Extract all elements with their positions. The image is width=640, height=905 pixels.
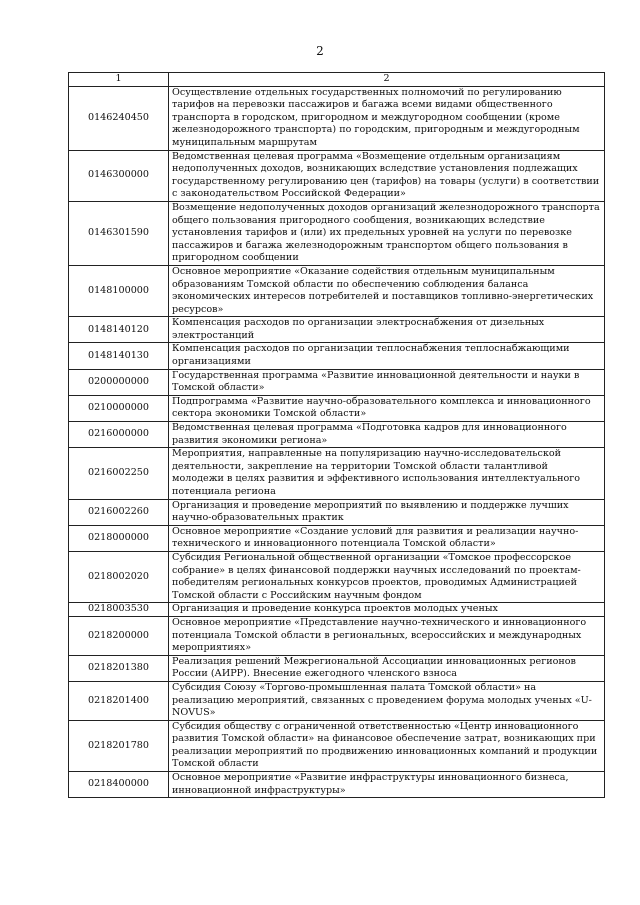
table-row: [69, 655, 605, 681]
table-row: [69, 317, 605, 343]
budget-codes-table: [68, 72, 605, 798]
row-description: Организация и проведение мероприятий по выявлению и поддержке лучших научно-образовательных практик: [169, 499, 605, 525]
row-code: 0218002020: [69, 551, 169, 602]
row-code: 0216000000: [69, 422, 169, 448]
table-row: [69, 448, 605, 499]
row-description: Основное мероприятие «Развитие инфраструктуры инновационного бизнеса, инновационной инфраструктуры»: [169, 772, 605, 798]
row-description: Мероприятия, направленные на популяризацию научно-исследовательской деятельности, закрепление на территории Томской области талантливой молодежи в целях развития и эффективного использования интеллектуального потенциала региона: [169, 448, 605, 499]
row-description: Субсидия Региональной общественной организации «Томское профессорское собрание» в целях финансовой поддержки научных исследований по проектам-победителям региональных конкурсов проектов, проводимых Администрацией Томской области с Российским научным фондом: [169, 551, 605, 602]
table-row: [69, 201, 605, 265]
row-code: 0218003530: [69, 603, 169, 617]
row-description: Реализация решений Межрегиональной Ассоциации инновационных регионов России (АИРР). Внесение ежегодного членского взноса: [169, 655, 605, 681]
row-description: Государственная программа «Развитие инновационной деятельности и науки в Томской области»: [169, 369, 605, 395]
table-row: [69, 422, 605, 448]
page-number: 2: [316, 44, 324, 58]
row-code: 0218201780: [69, 720, 169, 771]
table-row: [69, 681, 605, 720]
row-description: Основное мероприятие «Оказание содействия отдельным муниципальным образованиям Томской области по обеспечению соблюдения баланса экономических интересов потребителей и поставщиков топливно-энергетических ресурсов»: [169, 265, 605, 316]
table-row: [69, 395, 605, 421]
table-row: [69, 499, 605, 525]
row-code: 0146240450: [69, 86, 169, 150]
table-row: [69, 525, 605, 551]
row-description: Ведомственная целевая программа «Возмещение отдельным организациям недополученных доходов, возникающих вследствие установления подлежащих государственному регулированию цен (тарифов) на товары (услуги) в соответствии с законодательством Российской Федерации»: [169, 150, 605, 201]
row-code: 0218201380: [69, 655, 169, 681]
row-code: 0146301590: [69, 201, 169, 265]
row-description: Возмещение недополученных доходов организаций железнодорожного транспорта общего пользования пригородного сообщения, возникающих вследствие установления тарифов и (или) их предельных уровней на услуги по перевозке пассажиров и багажа железнодорожным транспортом общего пользования в пригородном сообщении: [169, 201, 605, 265]
row-description: Субсидия Союзу «Торгово-промышленная палата Томской области» на реализацию мероприятий, связанных с проведением форума молодых ученых «U-NOVUS»: [169, 681, 605, 720]
row-code: 0146300000: [69, 150, 169, 201]
row-code: 0218201400: [69, 681, 169, 720]
table-row: [69, 772, 605, 798]
column-header-name: 2: [169, 73, 605, 87]
table-row: [69, 343, 605, 369]
table-row: [69, 150, 605, 201]
row-code: 0218200000: [69, 616, 169, 655]
row-code: 0148100000: [69, 265, 169, 316]
row-code: 0216002250: [69, 448, 169, 499]
table-row: [69, 551, 605, 602]
row-description: Основное мероприятие «Представление научно-технического и инновационного потенциала Томской области в региональных, всероссийских и международных мероприятиях»: [169, 616, 605, 655]
row-description: Осуществление отдельных государственных полномочий по регулированию тарифов на перевозки пассажиров и багажа всеми видами общественного транспорта в городском, пригородном и междугородном сообщении (кроме железнодорожного транспорта) по городским, пригородным и междугородным муниципальным маршрутам: [169, 86, 605, 150]
row-code: 0218000000: [69, 525, 169, 551]
row-description: Ведомственная целевая программа «Подготовка кадров для инновационного развития экономики региона»: [169, 422, 605, 448]
row-code: 0210000000: [69, 395, 169, 421]
row-code: 0200000000: [69, 369, 169, 395]
table-row: [69, 265, 605, 316]
table-row: [69, 720, 605, 771]
table-row: [69, 616, 605, 655]
row-description: Организация и проведение конкурса проектов молодых ученых: [169, 603, 605, 617]
table-row: [69, 603, 605, 617]
row-description: Компенсация расходов по организации электроснабжения от дизельных электростанций: [169, 317, 605, 343]
table-row: [69, 86, 605, 150]
row-code: 0218400000: [69, 772, 169, 798]
row-description: Подпрограмма «Развитие научно-образовательного комплекса и инновационного сектора экономики Томской области»: [169, 395, 605, 421]
table-row: [69, 369, 605, 395]
row-description: Компенсация расходов по организации теплоснабжения теплоснабжающими организациями: [169, 343, 605, 369]
row-description: Субсидия обществу с ограниченной ответственностью «Центр инновационного развития Томской области» на финансовое обеспечение затрат, возникающих при реализации мероприятий по продвижению инновационных компаний и продукции Томской области: [169, 720, 605, 771]
table-header-row: [69, 73, 605, 87]
row-code: 0148140120: [69, 317, 169, 343]
row-description: Основное мероприятие «Создание условий для развития и реализации научно-технического и инновационного потенциала Томской области»: [169, 525, 605, 551]
row-code: 0148140130: [69, 343, 169, 369]
column-header-code: 1: [69, 73, 169, 87]
row-code: 0216002260: [69, 499, 169, 525]
